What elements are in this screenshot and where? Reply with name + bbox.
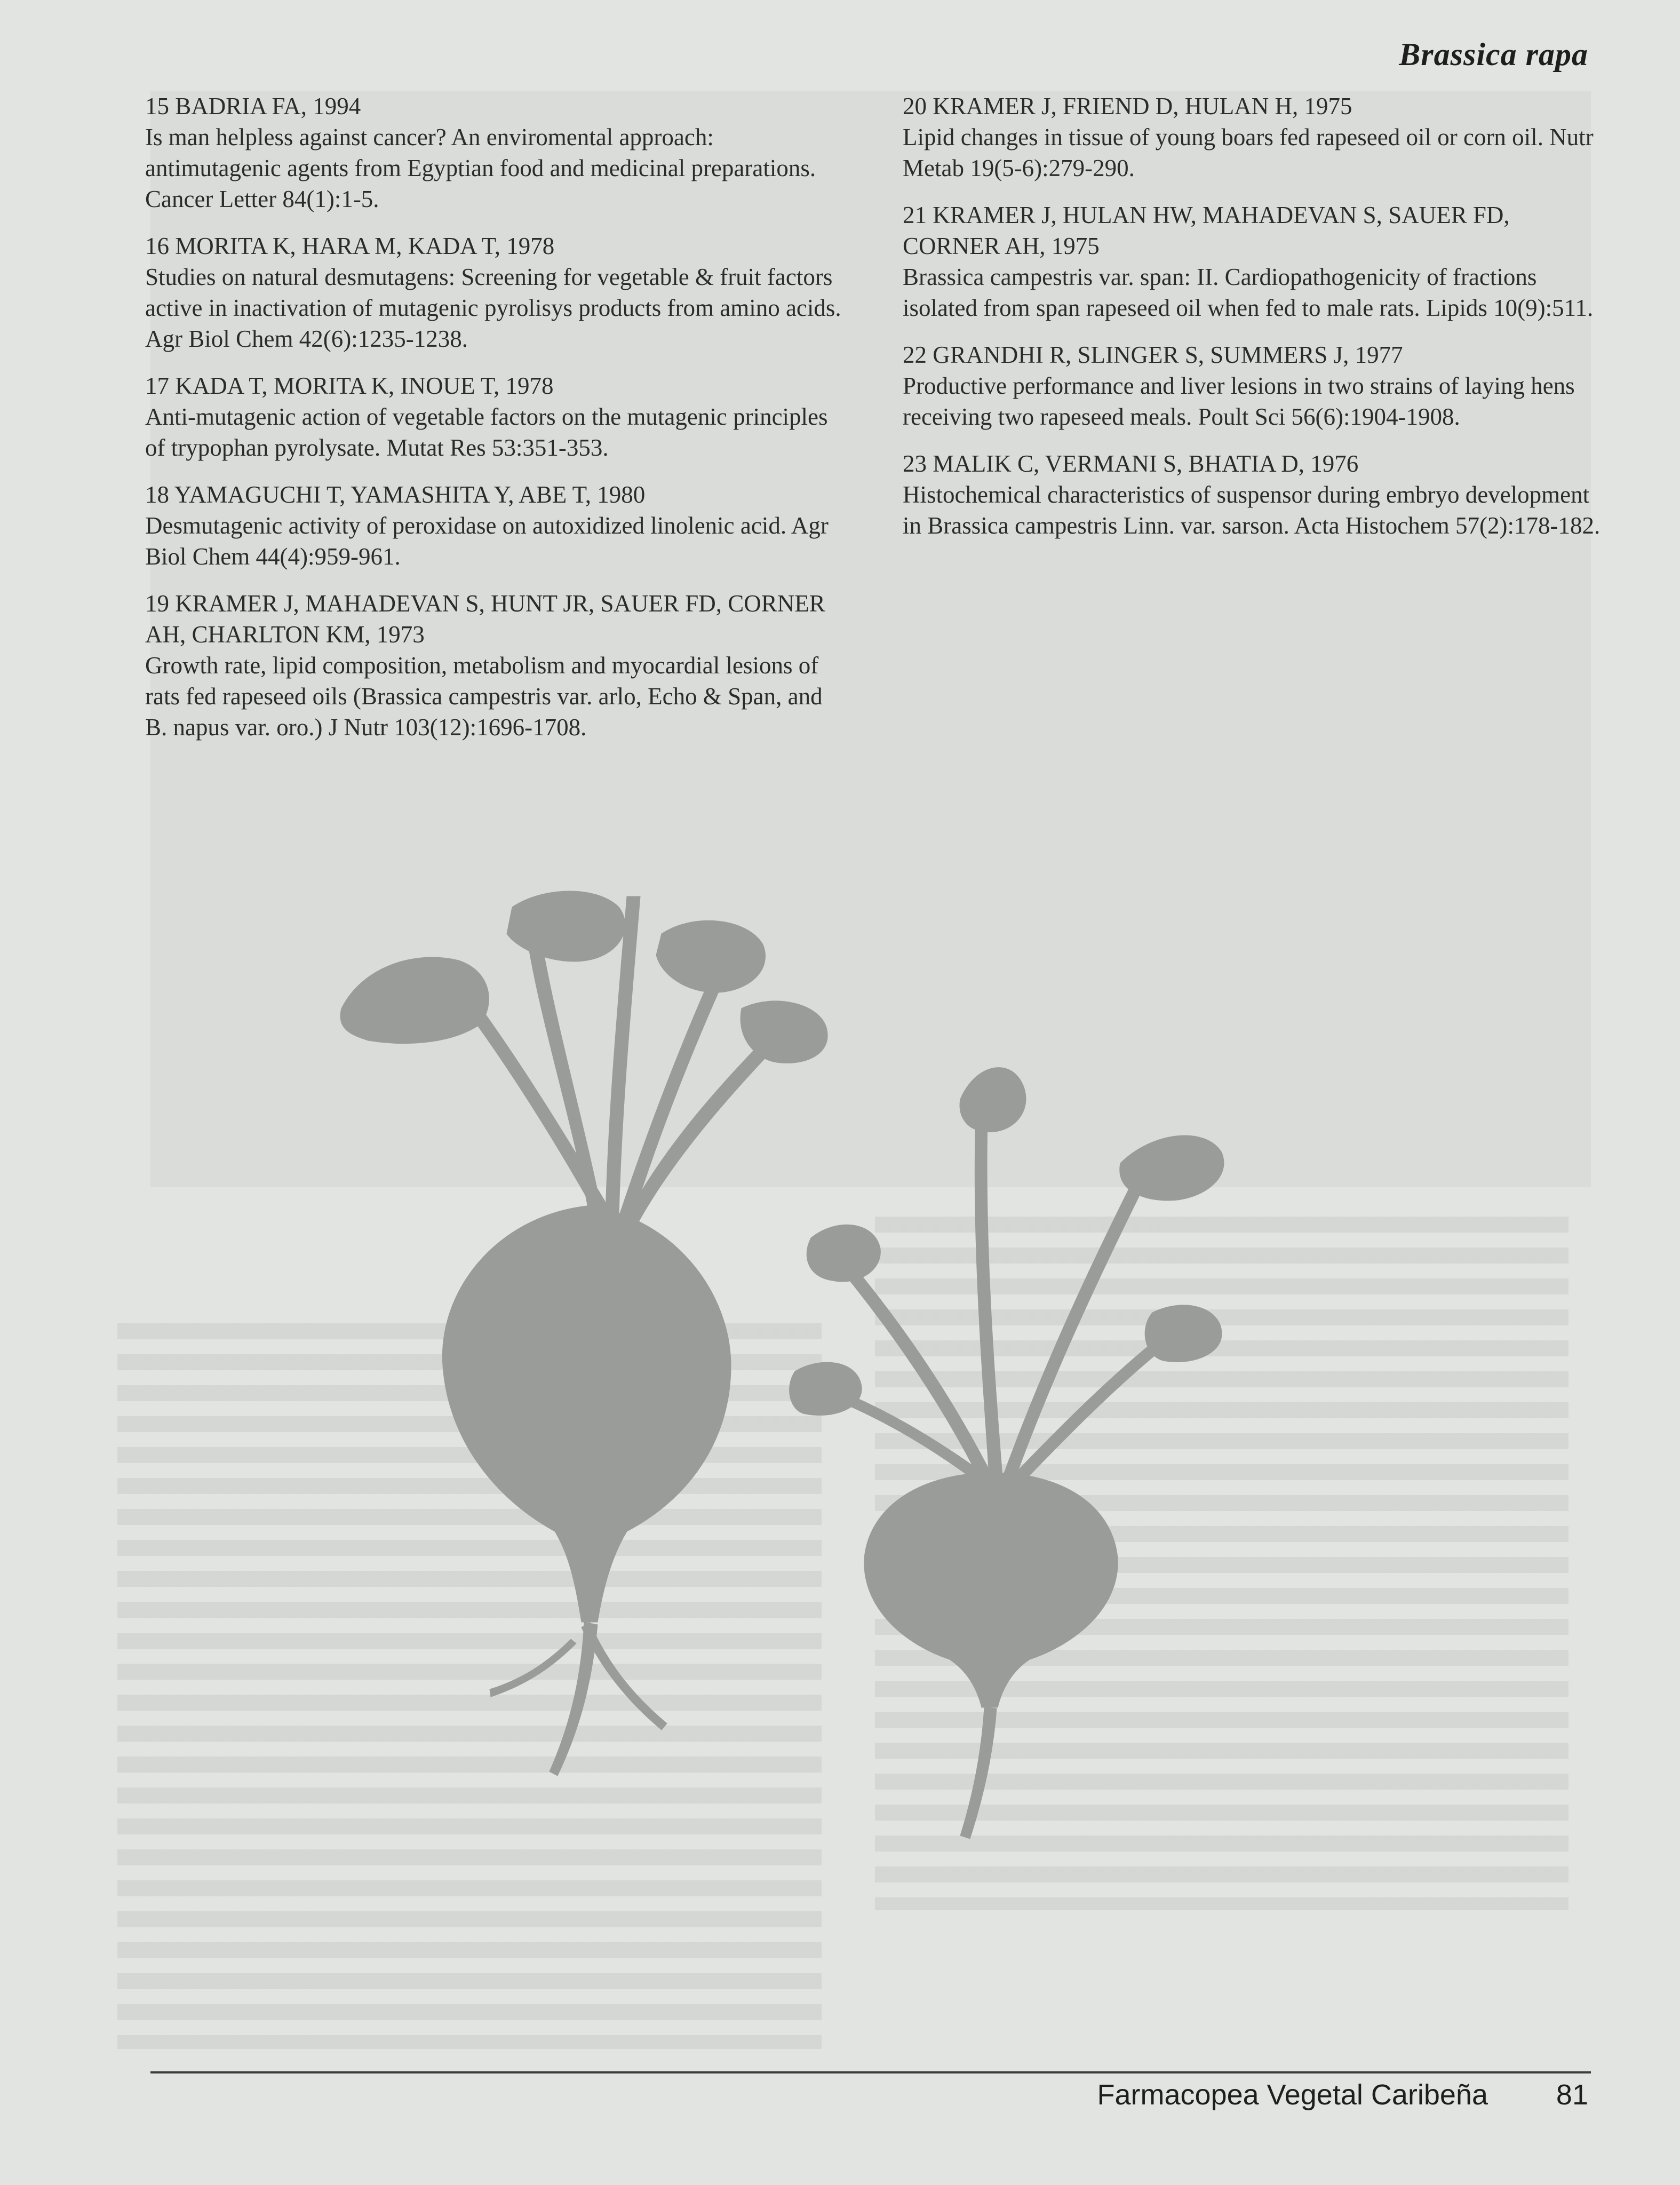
footer-rule [150, 2071, 1591, 2073]
reference-entry [145, 370, 844, 463]
reference-text: Productive performance and liver lesions in two strains of laying hens receiving two rapeseed meals. Poult Sci 56(6):1904-1908. [903, 372, 1575, 430]
reference-text: Studies on natural desmutagens: Screening for vegetable & fruit factors active in inactivation of mutagenic pyrolisys products from amino acids. Agr Biol Chem 42(6):1235-1238. [145, 264, 841, 352]
reference-heading: 15 BADRIA FA, 1994 [145, 93, 361, 120]
reference-text: Anti-mutagenic action of vegetable factors on the mutagenic principles of trypophan pyrolysate. Mutat Res 53:351-353. [145, 403, 828, 461]
reference-entry [145, 231, 844, 354]
turnip-illustration [320, 886, 1334, 1857]
reference-entry [903, 339, 1602, 432]
reference-text: Growth rate, lipid composition, metabolism and myocardial lesions of rats fed rapeseed oils (Brassica campestris var. arlo, Echo & Span, and B. napus var. oro.) J Nutr 103(12):1696-1708. [145, 652, 823, 741]
large-turnip-drawing [340, 891, 827, 1776]
page-number: 81 [1556, 2079, 1588, 2111]
reference-entry [145, 479, 844, 572]
references-column-left [145, 91, 844, 759]
reference-text: Desmutagenic activity of peroxidase on autoxidized linolenic acid. Agr Biol Chem 44(4):959-961. [145, 512, 829, 570]
running-title: Brassica rapa [1399, 37, 1588, 72]
reference-heading: 21 KRAMER J, HULAN HW, MAHADEVAN S, SAUER FD, CORNER AH, 1975 [903, 202, 1510, 259]
reference-entry [145, 588, 844, 743]
footer-publication-title: Farmacopea Vegetal Caribeña [1097, 2079, 1488, 2111]
reference-heading: 16 MORITA K, HARA M, KADA T, 1978 [145, 233, 555, 259]
small-turnip-drawing [790, 1068, 1224, 1839]
reference-text: Brassica campestris var. span: II. Cardiopathogenicity of fractions isolated from span rapeseed oil when fed to male rats. Lipids 10(9):511. [903, 264, 1594, 321]
reference-heading: 23 MALIK C, VERMANI S, BHATIA D, 1976 [903, 450, 1359, 477]
reference-entry [903, 200, 1602, 323]
references-column-right [903, 91, 1602, 557]
reference-heading: 22 GRANDHI R, SLINGER S, SUMMERS J, 1977 [903, 341, 1403, 368]
reference-text: Lipid changes in tissue of young boars fed rapeseed oil or corn oil. Nutr Metab 19(5-6):279-290. [903, 124, 1594, 181]
reference-text: Histochemical characteristics of suspensor during embryo development in Brassica campestris Linn. var. sarson. Acta Histochem 57(2):178-182. [903, 481, 1601, 539]
reference-entry [903, 91, 1602, 184]
reference-entry [145, 91, 844, 214]
reference-heading: 19 KRAMER J, MAHADEVAN S, HUNT JR, SAUER FD, CORNER AH, CHARLTON KM, 1973 [145, 590, 825, 648]
reference-text: Is man helpless against cancer? An enviromental approach: antimutagenic agents from Egyptian food and medicinal preparations. Cancer Letter 84(1):1-5. [145, 124, 816, 212]
reference-heading: 18 YAMAGUCHI T, YAMASHITA Y, ABE T, 1980 [145, 481, 646, 508]
reference-heading: 17 KADA T, MORITA K, INOUE T, 1978 [145, 372, 554, 399]
reference-heading: 20 KRAMER J, FRIEND D, HULAN H, 1975 [903, 93, 1352, 120]
reference-entry [903, 448, 1602, 541]
